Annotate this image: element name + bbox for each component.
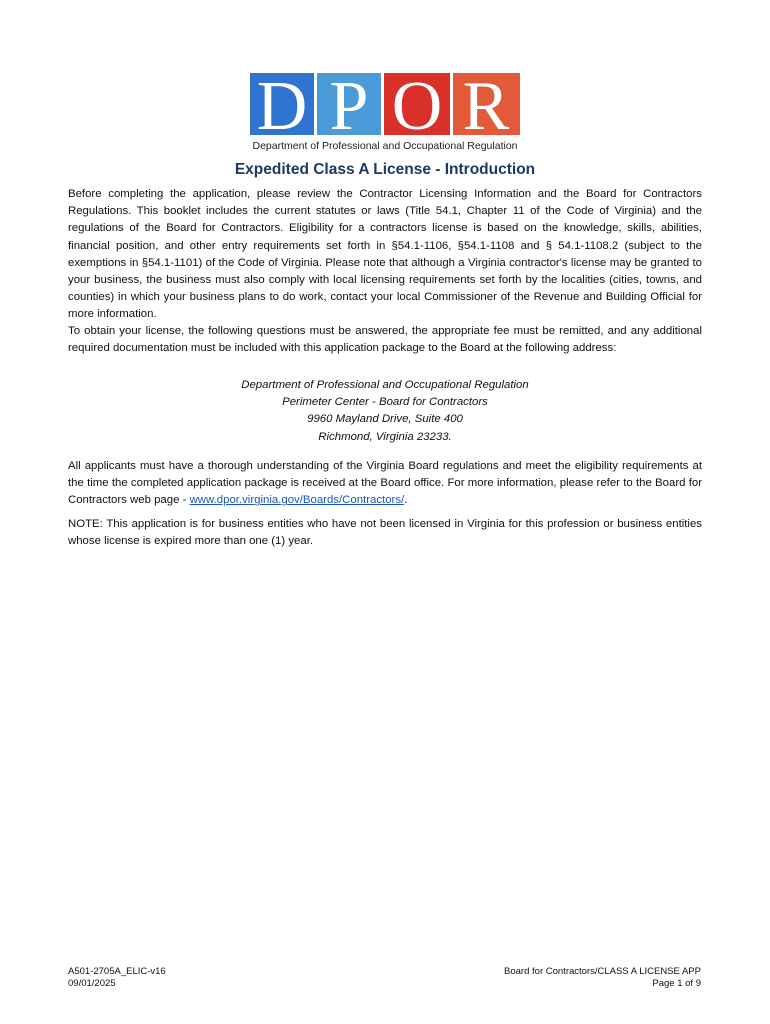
applicants-text: All applicants must have a thorough understanding of the Virginia Board regulations and meet the eligibility requirements at the time the completed application package is received at the Board office. For more information, please refer to the Board for Contractors web page - bbox=[68, 460, 702, 507]
footer-right bbox=[504, 966, 701, 990]
board-web-page-link[interactable]: www.dpor.virginia.gov/Boards/Contractors/ bbox=[189, 494, 405, 507]
mailing-address bbox=[0, 377, 770, 446]
address-line-2: Perimeter Center - Board for Contractors bbox=[282, 396, 488, 409]
logo-tagline: Department of Professional and Occupational Regulation bbox=[252, 140, 518, 152]
board-application-name: Board for Contractors/CLASS A LICENSE APP bbox=[504, 966, 701, 977]
address-line-3: 9960 Mayland Drive, Suite 400 bbox=[307, 413, 463, 426]
applicants-paragraph bbox=[68, 458, 702, 510]
address-line-4: Richmond, Virginia 23233. bbox=[318, 430, 452, 443]
logo-letter-r: R bbox=[462, 73, 510, 145]
page-number: Page 1 of 9 bbox=[652, 978, 701, 989]
note-paragraph: NOTE: This application is for business entities who have not been licensed in Virginia for this profession or business entities whose license is expired more than one (1) year. bbox=[68, 518, 702, 548]
dpor-logo bbox=[250, 73, 520, 155]
obtain-license-paragraph: To obtain your license, the following questions must be answered, the appropriate fee must be remitted, and any additional required documentation must be included with this application package to the Board at the following address: bbox=[68, 325, 702, 355]
page-title: Expedited Class A License - Introduction bbox=[234, 161, 536, 178]
logo-letter-p: P bbox=[329, 73, 369, 145]
logo-letter-d: D bbox=[256, 73, 308, 145]
footer-left bbox=[68, 966, 166, 990]
form-date: 09/01/2025 bbox=[68, 978, 116, 989]
intro-paragraph: Before completing the application, please review the Contractor Licensing Information and the Board for Contractors Regulations. This booklet includes the current statutes or laws (Title 54.1, Chapter 11 of the Code of Virginia) and the regulations of the Board for Contractors. Eligibility for a contractors license is based on the knowledge, skills, abilities, financial position, and other entry requirements set forth in §54.1-1106, §54.1-1108 and § 54.1-1108.2 (subject to the exemptions in §54.1-1101) of the Code of Virginia. Please note that although a Virginia contractor's license may be granted to your business, the business must also comply with local licensing requirements set forth by the localities (cities, towns, and counties) in which your business plans to do work, contact your local Commissioner of the Revenue and Building Official for more information. bbox=[68, 188, 702, 321]
applicants-end: . bbox=[404, 494, 408, 507]
logo-letter-o: O bbox=[391, 73, 443, 145]
form-id: A501-2705A_ELIC-v16 bbox=[68, 966, 166, 977]
address-line-1: Department of Professional and Occupational Regulation bbox=[241, 379, 529, 391]
